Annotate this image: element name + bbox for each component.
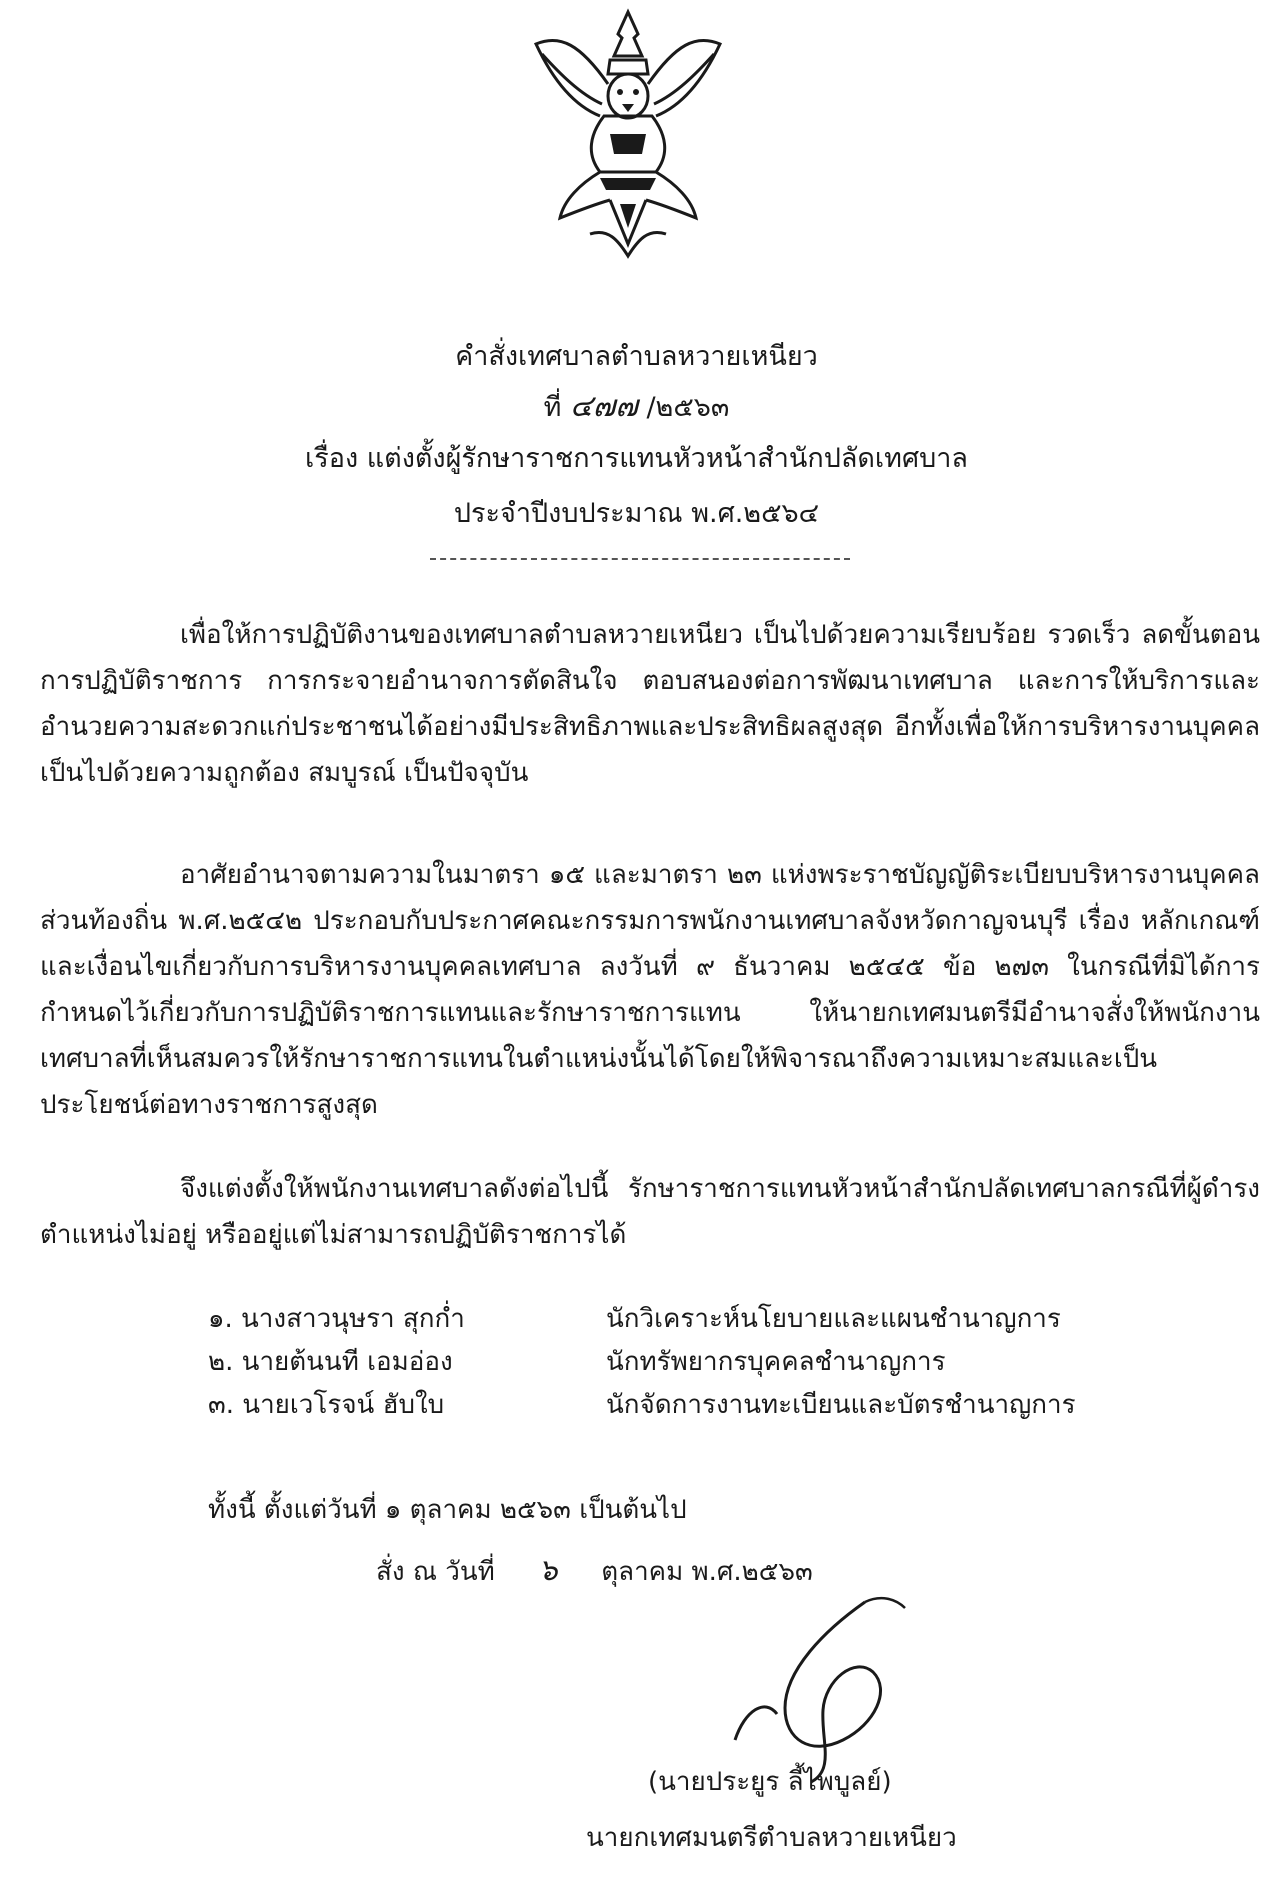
garuda-emblem-icon [530, 4, 726, 262]
order-date-prefix: สั่ง ณ วันที่ [376, 1557, 495, 1587]
appointee-position: นักจัดการงานทะเบียนและบัตรชำนาญการ [606, 1390, 1076, 1420]
order-date-rest: ตุลาคม พ.ศ.๒๕๖๓ [601, 1557, 813, 1587]
order-title: คำสั่งเทศบาลตำบลหวายเหนียว [455, 341, 818, 372]
list-item [208, 1384, 1168, 1427]
paragraph-purpose: เพื่อให้การปฏิบัติงานของเทศบาลตำบลหวายเหนียว เป็นไปด้วยความเรียบร้อย รวดเร็ว ลดขั้นตอนการปฏิบัติราชการ การกระจายอำนาจการตัดสินใจ ตอบสนองต่อการพัฒนาเทศบาล และการให้บริการและอำนวยความสะดวกแก่ประชาชนได้อย่างมีประสิทธิภาพและประสิทธิผลสูงสุด อีกทั้งเพื่อให้การบริหารงานบุคคลเป็นไปด้วยความถูกต้อง สมบูรณ์ เป็นปัจจุบัน [40, 620, 1260, 788]
header-divider [430, 558, 850, 560]
order-number [0, 390, 1273, 425]
order-number-prefix: ที่ [543, 392, 562, 423]
order-number-handwritten: ๔๗๗ [570, 389, 638, 424]
appointee-name: ๓. นายเวโรจน์ ฮับใบ [208, 1390, 445, 1420]
appointee-list [208, 1298, 1168, 1427]
paragraph-appointment: จึงแต่งตั้งให้พนักงานเทศบาลดังต่อไปนี้ รักษาราชการแทนหัวหน้าสำนักปลัดเทศบาลกรณีที่ผู้ดำรงตำแหน่งไม่อยู่ หรืออยู่แต่ไม่สามารถปฏิบัติราชการได้ [40, 1174, 1260, 1250]
order-subject: เรื่อง แต่งตั้งผู้รักษาราชการแทนหัวหน้าสำนักปลัดเทศบาล [305, 443, 968, 474]
order-date [376, 1553, 813, 1590]
list-item [208, 1298, 1168, 1341]
appointee-position: นักทรัพยากรบุคคลชำนาญการ [606, 1347, 946, 1377]
appointee-name: ๒. นายต้นนที เอมอ่อง [208, 1347, 453, 1377]
signatory-title: นายกเทศมนตรีตำบลหวายเหนียว [586, 1823, 957, 1853]
order-number-year: /๒๕๖๓ [646, 392, 730, 423]
signature-mark [715, 1590, 925, 1790]
appointee-position: นักวิเคราะห์นโยบายและแผนชำนาญการ [606, 1304, 1061, 1334]
order-date-day-handwritten: ๖ [538, 1553, 558, 1588]
order-fiscal-year: ประจำปีงบประมาณ พ.ศ.๒๕๖๔ [453, 498, 820, 529]
effective-date: ทั้งนี้ ตั้งแต่วันที่ ๑ ตุลาคม ๒๕๖๓ เป็นต้นไป [208, 1495, 687, 1525]
list-item [208, 1341, 1168, 1384]
signatory-name: (นายประยูร ลี้ไพบูลย์) [648, 1767, 892, 1797]
appointee-name: ๑. นางสาวนุษรา สุกก่ำ [208, 1304, 465, 1334]
paragraph-legal-basis: อาศัยอำนาจตามความในมาตรา ๑๕ และมาตรา ๒๓ แห่งพระราชบัญญัติระเบียบบริหารงานบุคคลส่วนท้องถิ่น พ.ศ.๒๕๔๒ ประกอบกับประกาศคณะกรรมการพนักงานเทศบาลจังหวัดกาญจนบุรี เรื่อง หลักเกณฑ์และเงื่อนไขเกี่ยวกับการบริหารงานบุคคลเทศบาล ลงวันที่ ๙ ธันวาคม ๒๕๔๕ ข้อ ๒๗๓ ในกรณีที่มิได้การกำหนดไว้เกี่ยวกับการปฏิบัติราชการแทนและรักษาราชการแทน ให้นายกเทศมนตรีมีอำนาจสั่งให้พนักงานเทศบาลที่เห็นสมควรให้รักษาราชการแทนในตำแหน่งนั้นได้โดยให้พิจารณาถึงความเหมาะสมและเป็นประโยชน์ต่อทางราชการสูงสุด [40, 860, 1260, 1120]
